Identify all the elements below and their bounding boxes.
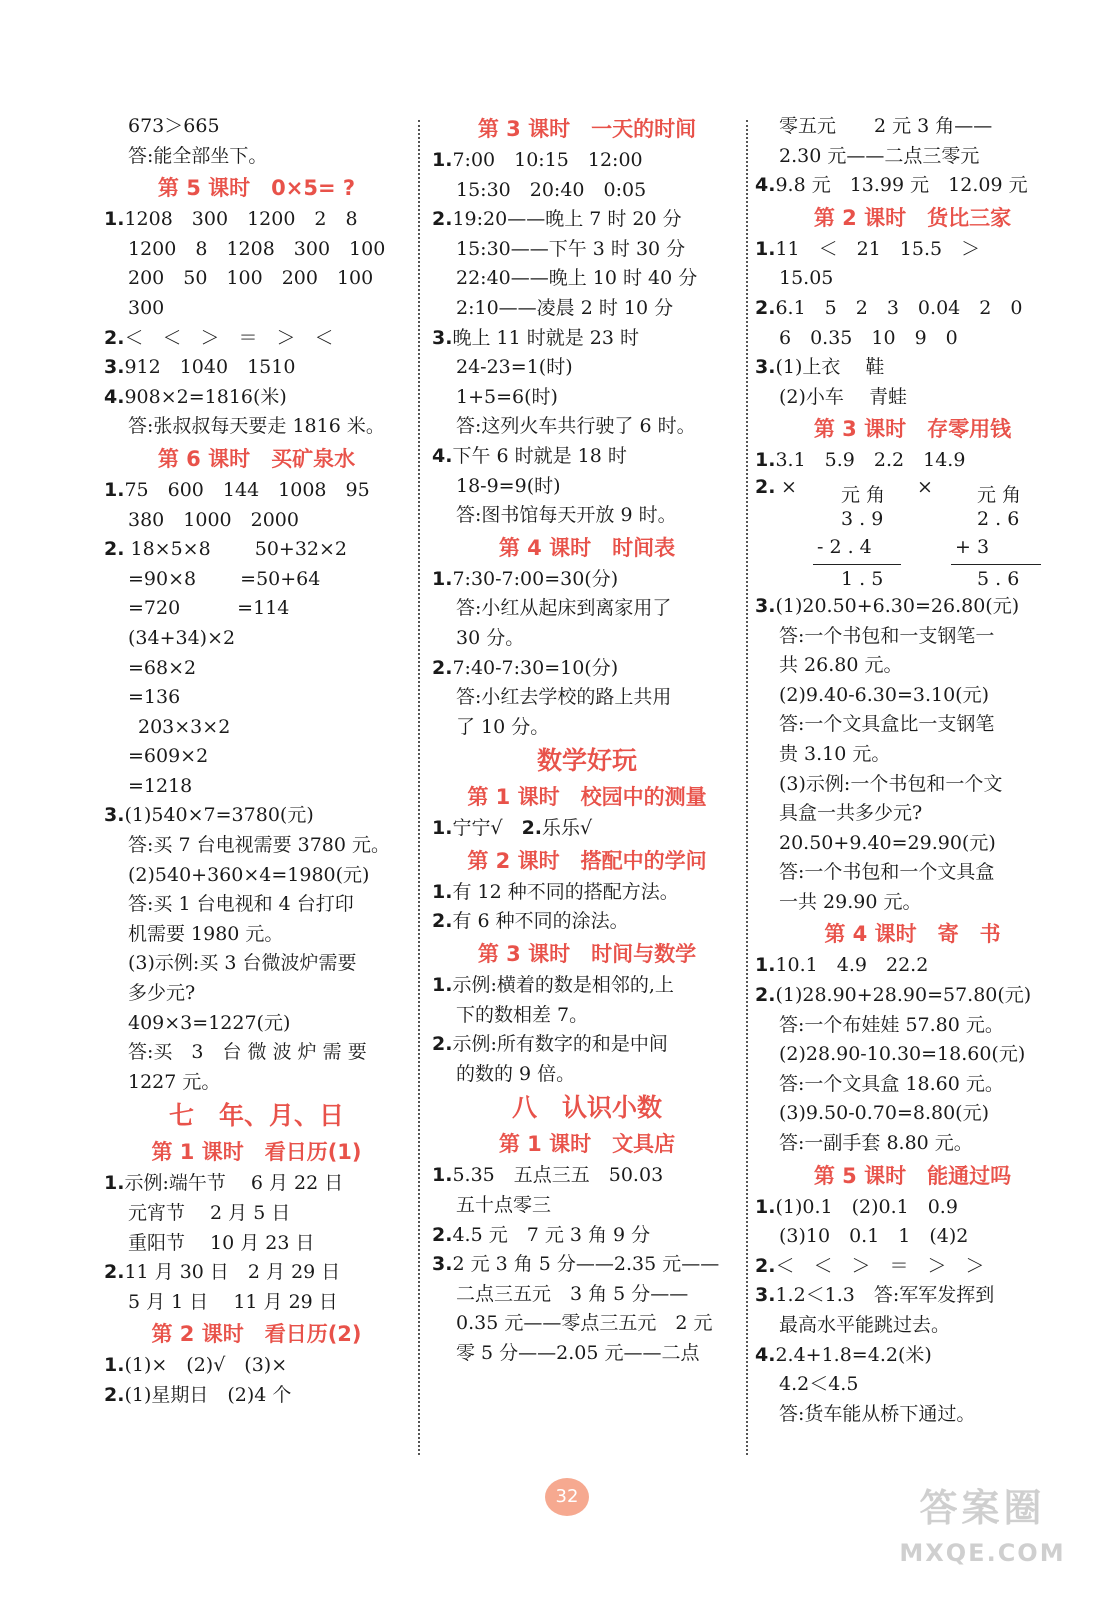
answer-line: 4.5 元 7 元 3 角 9 分 xyxy=(452,1223,651,1246)
answer-line: 18×5×8 50+32×2 xyxy=(124,538,348,561)
question-number: 2. xyxy=(432,656,453,679)
answer-line: 多少元? xyxy=(128,982,196,1005)
answer-line: 4.2＜4.5 xyxy=(779,1373,859,1396)
answer-line: =1218 xyxy=(128,774,193,797)
question-number: 4. xyxy=(755,1343,776,1366)
answer-line: (2)9.40-6.30=3.10(元) xyxy=(779,683,989,706)
answer-line: ＜ ＜ ＞ ＝ ＞ ＜ xyxy=(124,326,334,349)
question-number: 1. xyxy=(104,208,125,231)
answer-line: 重阳节 10 月 23 日 xyxy=(128,1231,315,1254)
answer-line: 答:一副手套 8.80 元。 xyxy=(779,1132,973,1155)
question-number: 2. xyxy=(104,1383,125,1406)
answer-line: 30 分。 xyxy=(456,626,525,649)
answer-line: 2 元 3 角 5 分——2.35 元—— xyxy=(452,1253,720,1276)
answer-line: 答:一个布娃娃 57.80 元。 xyxy=(779,1013,1004,1036)
question-number: 1. xyxy=(432,567,453,590)
answer-line: 1227 元。 xyxy=(128,1070,221,1093)
answer-line: (2)28.90-10.30=18.60(元) xyxy=(779,1043,1026,1066)
question-number: 1. xyxy=(755,449,776,472)
calc-rule xyxy=(813,564,901,565)
answer-line: 2.30 元——二点三零元 xyxy=(779,144,980,167)
lesson-heading: 第 6 课时 买矿泉水 xyxy=(157,446,356,471)
answer-line: 答:小红去学校的路上共用 xyxy=(456,686,672,709)
answer-line: 200 50 100 200 100 xyxy=(128,267,374,290)
answer-line: (1)0.1 (2)0.1 0.9 xyxy=(775,1195,958,1218)
answer-line: 409×3=1227(元) xyxy=(128,1011,291,1034)
calc-rule xyxy=(951,564,1041,565)
answer-line: 下午 6 时就是 18 时 xyxy=(452,444,627,467)
answer-line: (1)28.90+28.90=57.80(元) xyxy=(775,984,1032,1007)
calc-top-number: 3 . 9 xyxy=(841,507,884,530)
answer-line: 答:能全部坐下。 xyxy=(128,144,268,167)
answer-line: 0.35 元——零点三五元 2 元 xyxy=(456,1312,713,1335)
answer-column-3 xyxy=(755,112,1070,1429)
answer-line: 5 月 1 日 11 月 29 日 xyxy=(128,1290,338,1313)
answer-column-1 xyxy=(104,112,409,1411)
answer-line: 答:买 1 台电视和 4 台打印 xyxy=(128,893,354,916)
question-number: 2. xyxy=(104,326,125,349)
question-number: 1. xyxy=(104,478,125,501)
question-number: 3. xyxy=(755,1284,776,1307)
lesson-heading: 第 4 课时 时间表 xyxy=(498,535,676,560)
answer-line: 零五元 2 元 3 角—— xyxy=(779,115,993,137)
watermark-title: 答案圈 xyxy=(919,1486,1046,1530)
answer-line: 300 xyxy=(128,296,165,319)
calc-operand: + 3 xyxy=(955,535,990,558)
question-number: 2. xyxy=(104,538,125,561)
lesson-heading: 第 2 课时 搭配中的学问 xyxy=(467,848,707,873)
calc-top-number: 2 . 6 xyxy=(977,507,1020,530)
answer-line: 有 6 种不同的涂法。 xyxy=(452,910,629,933)
lesson-heading: 第 1 课时 看日历(1) xyxy=(151,1140,362,1165)
answer-line: 的数的 9 倍。 xyxy=(456,1062,576,1085)
question-number: 3. xyxy=(104,804,125,827)
answer-line: 24-23=1(时) xyxy=(456,356,573,379)
lesson-heading: 第 4 课时 寄 书 xyxy=(824,922,1001,947)
answer-line: 元宵节 2 月 5 日 xyxy=(128,1202,291,1224)
answer-line: (1)星期日 (2)4 个 xyxy=(124,1383,292,1406)
answer-line: 15:30 20:40 0:05 xyxy=(456,178,647,201)
answer-line: (3)示例:买 3 台微波炉需要 xyxy=(128,952,357,975)
watermark-url: MXQE.COM xyxy=(899,1539,1066,1567)
question-number: 1. xyxy=(432,880,453,903)
answer-line: 了 10 分。 xyxy=(456,715,550,738)
answer-line: 9.8 元 13.99 元 12.09 元 xyxy=(775,174,1028,197)
question-number: 2. xyxy=(104,1261,125,1284)
answer-line: (3)10 0.1 1 (4)2 xyxy=(779,1225,969,1248)
answer-line: 6 0.35 10 9 0 xyxy=(779,326,958,349)
question-number: 3. xyxy=(432,326,453,349)
question-number: 2. xyxy=(755,984,776,1007)
answer-line: 贵 3.10 元。 xyxy=(779,742,891,765)
question-number: 2. xyxy=(432,208,453,231)
answer-line: 答:一个书包和一支钢笔一 xyxy=(779,624,995,647)
question-number: 4. xyxy=(755,174,776,197)
answer-line: 75 600 144 1008 95 xyxy=(124,478,370,501)
answer-line: 7:00 10:15 12:00 xyxy=(452,149,643,171)
answer-line: 380 1000 2000 xyxy=(128,508,299,531)
question-number: 4. xyxy=(432,444,453,467)
column-divider xyxy=(746,120,748,1455)
answer-line: 答:图书馆每天开放 9 时。 xyxy=(456,504,677,527)
answer-line: (2)540+360×4=1980(元) xyxy=(128,863,370,886)
answer-line: 908×2=1816(米) xyxy=(124,385,287,408)
vertical-calculations xyxy=(755,476,1070,592)
lesson-heading: 第 5 课时 0×5= ? xyxy=(157,176,356,201)
answer-line: =720 =114 xyxy=(128,597,290,620)
answer-line: 1208 300 1200 2 8 xyxy=(124,208,358,231)
answer-line: (34+34)×2 xyxy=(128,626,236,649)
lesson-heading: 第 1 课时 文具店 xyxy=(498,1132,676,1157)
calc-unit-header: 元 角 xyxy=(841,483,886,506)
lesson-heading: 第 2 课时 货比三家 xyxy=(813,205,1012,230)
answer-line: 示例:端午节 6 月 22 日 xyxy=(124,1172,344,1195)
answer-line: 具盒一共多少元? xyxy=(779,802,923,825)
answer-line: 673＞665 xyxy=(128,115,220,137)
answer-line: 示例:所有数字的和是中间 xyxy=(452,1033,668,1056)
question-number: 2. xyxy=(432,1033,453,1056)
answer-line: (2)小车 青蛙 xyxy=(779,385,907,408)
answer-line: 答:一个文具盒比一支钢笔 xyxy=(779,713,995,736)
unit-heading: 八 认识小数 xyxy=(511,1093,662,1123)
question-number: 2. xyxy=(755,296,776,319)
question-number: 1. xyxy=(755,954,776,977)
answer-line: 示例:横着的数是相邻的,上 xyxy=(452,974,674,997)
answer-line: 1200 8 1208 300 100 xyxy=(128,237,386,260)
lesson-heading: 第 2 课时 看日历(2) xyxy=(151,1322,362,1347)
answer-line: 11 月 30 日 2 月 29 日 xyxy=(124,1261,341,1284)
answer-line: 答:货车能从桥下通过。 xyxy=(779,1402,976,1425)
answer-line: 6.1 5 2 3 0.04 2 0 xyxy=(775,296,1023,319)
answer-line: 15.05 xyxy=(779,267,834,290)
answer-line: =136 xyxy=(128,686,181,709)
answer-line: 答:一个文具盒 18.60 元。 xyxy=(779,1072,1004,1095)
answer-line: 零 5 分——2.05 元——二点 xyxy=(456,1342,700,1364)
question-number: 2. xyxy=(755,475,776,498)
answer-line: (3)示例:一个书包和一个文 xyxy=(779,772,1003,795)
answer-line: (1)× (2)√ (3)× xyxy=(124,1354,288,1377)
answer-line: 答:买 3 台 微 波 炉 需 要 xyxy=(128,1041,367,1064)
answer-line: 20.50+9.40=29.90(元) xyxy=(779,831,996,854)
answer-line: (3)9.50-0.70=8.80(元) xyxy=(779,1102,989,1125)
answer-line: 2.4+1.8=4.2(米) xyxy=(775,1343,932,1366)
answer-line: (1)540×7=3780(元) xyxy=(124,804,314,827)
answer-line: 答:小红从起床到离家用了 xyxy=(456,597,672,620)
answer-line: (1)20.50+6.30=26.80(元) xyxy=(775,594,1020,617)
answer-line: 机需要 1980 元。 xyxy=(128,922,284,945)
question-number: 4. xyxy=(104,385,125,408)
answer-line: 答:这列火车共行驶了 6 时。 xyxy=(456,415,696,438)
answer-line: 10.1 4.9 22.2 xyxy=(775,954,929,977)
question-number: 3. xyxy=(755,594,776,617)
question-number: 1. xyxy=(432,1164,453,1187)
watermark-logo xyxy=(880,1478,1085,1590)
answer-line: 一共 29.90 元。 xyxy=(779,890,922,913)
lesson-heading: 第 3 课时 一天的时间 xyxy=(477,117,697,141)
answer-line: 乐乐√ xyxy=(542,817,593,840)
question-number: 2. xyxy=(755,1254,776,1277)
question-number: 2. xyxy=(432,910,453,933)
question-number: 1. xyxy=(104,1354,125,1377)
question-number: 1. xyxy=(432,149,453,171)
answer-line: 晚上 11 时就是 23 时 xyxy=(452,326,639,349)
answer-line: 五十点零三 xyxy=(456,1194,552,1217)
answer-line: =90×8 =50+64 xyxy=(128,567,321,590)
answer-line: 有 12 种不同的搭配方法。 xyxy=(452,880,679,903)
answer-line: 7:30-7:00=30(分) xyxy=(452,567,619,590)
answer-line: 7:40-7:30=10(分) xyxy=(452,656,619,679)
answer-line: 3.1 5.9 2.2 14.9 xyxy=(775,449,966,472)
calc-result: 1 . 5 xyxy=(841,567,884,590)
answer-line: 宁宁√ xyxy=(452,817,503,840)
answer-line: 18-9=9(时) xyxy=(456,474,561,497)
unit-heading: 数学好玩 xyxy=(536,746,637,776)
question-number: 3. xyxy=(104,356,125,379)
answer-line: 22:40——晚上 10 时 40 分 xyxy=(456,267,698,290)
question-number: 3. xyxy=(432,1253,453,1276)
question-number: 1. xyxy=(104,1172,125,1195)
unit-heading: 七 年、月、日 xyxy=(168,1101,344,1131)
question-number: 1. xyxy=(755,237,776,260)
answer-line: 答:一个书包和一个文具盒 xyxy=(779,861,995,884)
answer-line: 答:张叔叔每天要走 1816 米。 xyxy=(128,415,385,438)
lesson-heading: 第 3 课时 存零用钱 xyxy=(813,417,1012,442)
answer-line: 二点三五元 3 角 5 分—— xyxy=(456,1282,689,1305)
question-number: 2. xyxy=(432,1223,453,1246)
answer-line: =609×2 xyxy=(128,745,209,768)
answer-line: 共 26.80 元。 xyxy=(779,654,903,677)
answer-line: 最高水平能跳过去。 xyxy=(779,1314,951,1336)
calc-operand: - 2 . 4 xyxy=(817,535,872,558)
answer-line: 5.35 五点三五 50.03 xyxy=(452,1164,664,1187)
column-divider xyxy=(418,120,420,1455)
question-number: 2. xyxy=(521,817,543,840)
answer-line: 912 1040 1510 xyxy=(124,356,296,379)
wrong-mark: × xyxy=(781,475,797,498)
answer-line: 15:30——下午 3 时 30 分 xyxy=(456,237,686,260)
answer-line: 11 ＜ 21 15.5 ＞ xyxy=(775,237,981,260)
question-number: 1. xyxy=(755,1195,776,1218)
answer-line: 1.2＜1.3 答:军军发挥到 xyxy=(775,1284,995,1307)
answer-line: ＜ ＜ ＞ ＝ ＞ ＞ xyxy=(775,1254,985,1277)
calc-result: 5 . 6 xyxy=(977,567,1020,590)
answer-line: 19:20——晚上 7 时 20 分 xyxy=(452,208,682,231)
answer-line: 1+5=6(时) xyxy=(456,385,558,408)
answer-line: 答:买 7 台电视需要 3780 元。 xyxy=(128,834,391,857)
lesson-heading: 第 5 课时 能通过吗 xyxy=(813,1163,1012,1188)
answer-column-2 xyxy=(432,112,742,1369)
lesson-heading: 第 3 课时 时间与数学 xyxy=(477,942,697,967)
question-number: 3. xyxy=(755,356,776,379)
wrong-mark: × xyxy=(917,475,933,498)
question-number: 1. xyxy=(432,817,453,840)
question-number: 1. xyxy=(432,974,453,997)
lesson-heading: 第 1 课时 校园中的测量 xyxy=(467,785,707,810)
page-number: 32 xyxy=(545,1478,589,1516)
answer-line: 2:10——凌晨 2 时 10 分 xyxy=(456,296,674,319)
answer-line: 203×3×2 xyxy=(138,715,231,738)
calc-unit-header: 元 角 xyxy=(977,483,1022,506)
answer-line: (1)上衣 鞋 xyxy=(775,356,885,379)
answer-line: 下的数相差 7。 xyxy=(456,1003,589,1026)
answer-line: =68×2 xyxy=(128,656,197,679)
